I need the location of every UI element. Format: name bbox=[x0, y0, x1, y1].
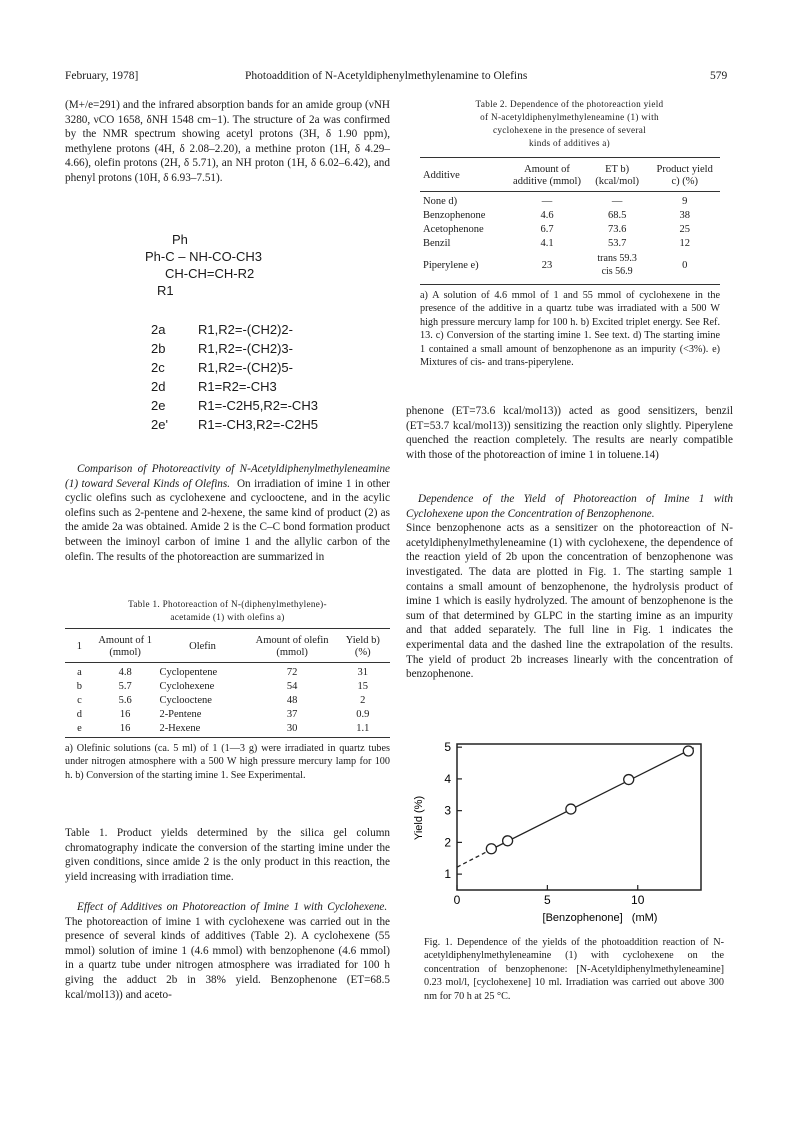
compound-id: 2b bbox=[151, 341, 166, 356]
data-point bbox=[683, 746, 693, 756]
table-2-caption: Table 2. Dependence of the photoreaction yield of N-acetyldiphenylmethyleneamine (1) with cyclohexene in the presence of several kinds of additives a) bbox=[475, 99, 664, 148]
table-2-footnote: a) A solution of 4.6 mmol of 1 and 55 mmol of cyclohexene in the presence of the additive in a quartz tube was irradiated with a 500 W high pressure mercury lamp for 100 h. b) Excited triplet energy. See Ref. 13. c) Conversion of the starting imine 1. See text. d) The starting imine 1 contained a small amount of benzophenone as an impurity (<3%). e) Mixtures of cis- and trans-piperylene. bbox=[420, 290, 720, 369]
table-row: b 5.7 Cyclohexene 54 15 bbox=[76, 680, 369, 692]
section-body: The photoreaction of imine 1 with cyclohexene was carried out in the presence of several kinds of additives (Table 2). A cyclohexene (55 mmol) solution of imine 1 (4.6 mmol) with benzophenone (4.6 mmol) in a quartz tube under nitrogen atmosphere was irradiated for 100 h giving the adduct 2b in 38% yield. Benzophenone (ET=68.5 kcal/mol13)) and aceto- bbox=[65, 915, 390, 1001]
figure-1-caption: Fig. 1. Dependence of the yields of the photoaddition reaction of N-acetyldiphenylmethyleneamine (1) with cyclohexene on the concentration of benzophenone: [N-Acetyldiphenylmethyleneamine] 0.23 mol/l, [cyclohexene] 10 ml. Irradiation was carried out above 300 nm for 70 h at 25 °C. bbox=[424, 937, 724, 1002]
table-row: a 4.8 Cyclopentene 72 31 bbox=[77, 666, 369, 678]
compound-id: 2a bbox=[151, 322, 166, 337]
table-2 bbox=[420, 161, 720, 280]
y-tick-label: 5 bbox=[444, 740, 451, 755]
table-row: Benzil 4.1 53.7 12 bbox=[423, 237, 690, 249]
compound-def: R1=-CH3,R2=-C2H5 bbox=[198, 417, 318, 432]
piperylene-cis-energy: cis 56.9 bbox=[601, 266, 633, 277]
left-section-2 bbox=[65, 900, 390, 1002]
left-para-after-table: Table 1. Product yields determined by the silica gel column chromatography indicate the conversion of the starting imine under the given conditions, since amide 2 is the only product in this reaction, the yield increasing with irradiation time. bbox=[65, 827, 390, 883]
left-section-1 bbox=[65, 462, 390, 564]
struct-ph-top: Ph bbox=[172, 232, 188, 247]
table-row: Acetophenone 6.7 73.6 25 bbox=[423, 223, 690, 235]
extrapolation-dashed-line bbox=[457, 849, 491, 867]
table-header-row: 1 Amount of 1 (mmol) Olefin Amount of olefin (mmol) Yield b) (%) bbox=[76, 634, 380, 658]
compound-def: R1=R2=-CH3 bbox=[198, 379, 277, 394]
x-tick-label: 0 bbox=[453, 893, 461, 907]
y-tick-label: 3 bbox=[444, 803, 451, 818]
y-tick-label: 2 bbox=[444, 835, 451, 850]
compound-def: R1,R2=-(CH2)5- bbox=[198, 360, 293, 375]
fit-line bbox=[491, 748, 693, 850]
y-axis bbox=[444, 740, 462, 881]
x-tick-label: 10 bbox=[631, 893, 645, 907]
table-row: c 5.6 Cyclooctene 48 2 bbox=[77, 694, 366, 706]
section-body: Since benzophenone acts as a sensitizer on the photoreaction of N-acetyldiphenylmethyleneamine (1) with cyclohexene, the dependence of the reaction yield of 2b upon the concentration of benzophenone was investigated. The data are plotted in Fig. 1. The starting sample 1 contains a small amount of benzophenone, the hydrolysis product of imine 1 which is easily hydrolyzed. The amount of benzophenone is the sum of that determined by GLPC in the starting imine as an impurity and that added separately. The full line in Fig. 1 indicates the experimental data and the dashed line the extrapolation of the results. The yield of product 2b increases linearly with the concentration of benzophenone. bbox=[406, 522, 733, 681]
structure-diagram bbox=[140, 232, 340, 472]
data-point bbox=[566, 804, 576, 814]
x-axis-label: [Benzophenone] (mM) bbox=[542, 912, 658, 924]
header-page-number: 579 bbox=[710, 70, 728, 82]
header-date: February, 1978] bbox=[65, 70, 139, 82]
compound-def: R1=-C2H5,R2=-CH3 bbox=[198, 398, 318, 413]
table-row-piperylene: Piperylene e) 23 trans 59.3 cis 56.9 0 bbox=[423, 253, 688, 277]
compound-id: 2d bbox=[151, 379, 166, 394]
data-point bbox=[624, 775, 634, 785]
table-row: d 16 2-Pentene 37 0.9 bbox=[76, 708, 370, 720]
y-axis-label: Yield (%) bbox=[413, 795, 425, 841]
table-1-caption: Table 1. Photoreaction of N-(diphenylmethylene)- acetamide (1) with olefins a) bbox=[128, 599, 327, 622]
header-title: Photoaddition of N-Acetyldiphenylmethylenamine to Olefins bbox=[245, 70, 528, 82]
compound-id: 2c bbox=[151, 360, 165, 375]
compound-def: R1,R2=-(CH2)2- bbox=[198, 322, 293, 337]
table-row: e 16 2-Hexene 30 1.1 bbox=[77, 722, 370, 734]
right-section-3 bbox=[406, 492, 733, 682]
right-para-1: phenone (ET=73.6 kcal/mol13)) acted as good sensitizers, benzil (ET=53.7 kcal/mol13)) sensitizing the reaction only slightly. Piperylene quenched the reaction completely. The results are nearly compatible with those of the photoreaction of imine 1 in toluene.14) bbox=[406, 405, 733, 461]
left-para-1: (M+/e=291) and the infrared absorption bands for an amide group (νNH 3280, νCO 1658, δNH 1548 cm−1). The structure of 2a was confirmed by the NMR spectrum showing acetyl protons (3H, δ 1.90 ppm), methylene protons (4H, δ 2.08–2.20), a methine proton (1H, δ 4.29–4.66), olefin protons (2H, δ 5.71), an NH proton (1H, δ 6.02–6.42), and phenyl protons (10H, δ 6.93–7.51). bbox=[65, 99, 390, 184]
section-body: On irradiation of imine 1 in other cyclic olefins such as cyclohexene and cyclooctene, and in the acylic olefins such as 2-pentene and 2-hexene, the same kind of product (2) as the amide 2a was obtained. Amide 2 is the C–C bond formation product between the iminoyl carbon of imine 1 and the allylic carbon of the olefin. The results of the photoreaction are summarized in bbox=[65, 477, 391, 563]
table-2-rule-bottom bbox=[420, 284, 720, 285]
section-heading: Dependence of the Yield of Photoreaction of Imine 1 with Cyclohexene upon the Concentration of Benzophenone. bbox=[406, 493, 733, 520]
compound-def: R1,R2=-(CH2)3- bbox=[198, 341, 293, 356]
figure-1-chart bbox=[400, 730, 720, 930]
table-row: Benzophenone 4.6 68.5 38 bbox=[423, 209, 690, 221]
data-point bbox=[503, 836, 513, 846]
table-row: None d) — — 9 bbox=[423, 195, 688, 207]
struct-r1: R1 bbox=[157, 283, 174, 298]
table-1 bbox=[65, 632, 390, 735]
struct-line-2: Ph-C – NH-CO-CH3 bbox=[145, 249, 263, 264]
plot-frame bbox=[457, 744, 701, 890]
compound-id: 2e bbox=[151, 398, 166, 413]
struct-line-3: CH-CH=CH-R2 bbox=[165, 266, 255, 281]
y-tick-label: 4 bbox=[444, 771, 451, 786]
piperylene-trans-energy: trans 59.3 bbox=[597, 253, 637, 264]
table-1-rule-top bbox=[65, 628, 390, 629]
data-point bbox=[486, 844, 496, 854]
running-header bbox=[65, 70, 734, 86]
table-header-row: Additive Amount of additive (mmol) ET b) (kcal/mol) Product yield c) (%) bbox=[423, 163, 713, 187]
y-tick-label: 1 bbox=[444, 867, 451, 882]
table-1-footnote: a) Olefinic solutions (ca. 5 ml) of 1 (1—3 g) were irradiated in quartz tubes under nitrogen atmosphere with a 500 W high pressure mercury lamp for 100 h. b) Conversion of the starting imine 1. See Experimental. bbox=[65, 743, 390, 781]
x-axis bbox=[454, 885, 645, 907]
section-heading: Comparison of Photoreactivity of N-Acetyldiphenylmethyleneamine (1) toward Several Kinds of Olefins. bbox=[65, 463, 390, 490]
table-2-rule-top bbox=[420, 157, 720, 158]
section-heading: Effect of Additives on Photoreaction of Imine 1 with Cyclohexene. bbox=[77, 901, 388, 913]
compound-id: 2e' bbox=[151, 417, 168, 432]
x-tick-label: 5 bbox=[544, 893, 551, 907]
table-1-rule-bottom bbox=[65, 737, 390, 738]
